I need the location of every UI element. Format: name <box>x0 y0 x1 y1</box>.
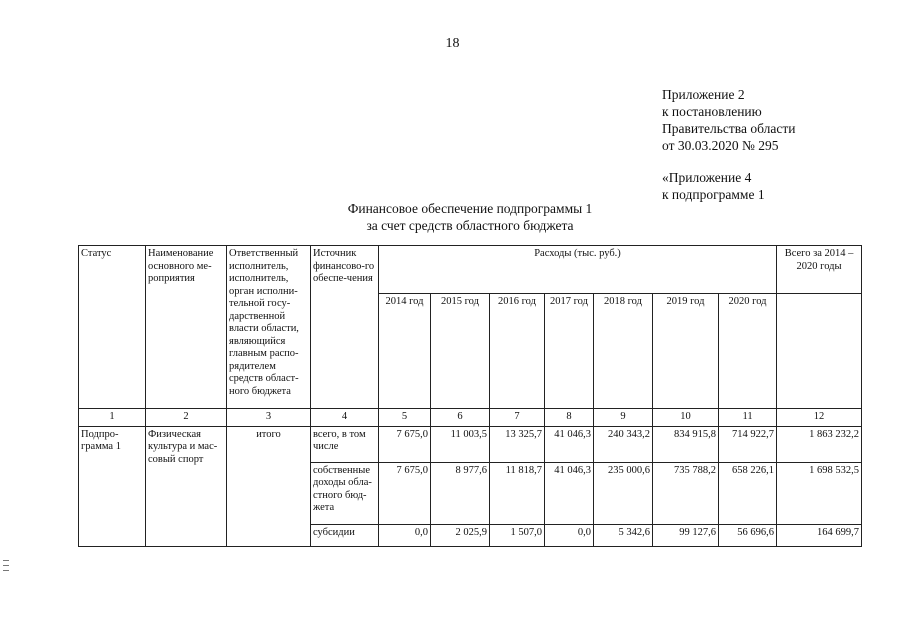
value-cell: 164 699,7 <box>777 524 862 546</box>
value-cell: 5 342,6 <box>594 524 653 546</box>
column-number: 10 <box>653 409 719 427</box>
page-number: 18 <box>445 36 460 51</box>
value-cell: 240 343,2 <box>594 426 653 462</box>
row-executor: итого <box>227 426 311 546</box>
header-status: Статус <box>79 246 146 409</box>
value-cell: 658 226,1 <box>719 462 777 524</box>
header-executor: Ответственный исполнитель, исполнитель, орган исполни-тельной госу-дарственной власти области, являющийся главным распо-рядителем средств област-ного бюджета <box>227 246 311 409</box>
value-cell: 41 046,3 <box>545 462 594 524</box>
column-number: 8 <box>545 409 594 427</box>
column-number: 2 <box>146 409 227 427</box>
appendix-header <box>662 86 795 203</box>
header-year: 2014 год <box>379 294 431 409</box>
appendix-line: к постановлению <box>662 104 762 119</box>
column-number: 5 <box>379 409 431 427</box>
column-number: 9 <box>594 409 653 427</box>
value-cell: 834 915,8 <box>653 426 719 462</box>
column-number: 3 <box>227 409 311 427</box>
title-line: за счет средств областного бюджета <box>366 218 574 233</box>
value-cell: 11 003,5 <box>431 426 490 462</box>
value-cell: 13 325,7 <box>490 426 545 462</box>
appendix-line: от 30.03.2020 № 295 <box>662 138 779 153</box>
title-line: Финансовое обеспечение подпрограммы 1 <box>347 201 593 216</box>
header-year: 2020 год <box>719 294 777 409</box>
column-number: 4 <box>311 409 379 427</box>
row-status: Подпро-грамма 1 <box>79 426 146 546</box>
header-year: 2016 год <box>490 294 545 409</box>
value-cell: 0,0 <box>545 524 594 546</box>
header-source: Источник финансово-го обеспе-чения <box>311 246 379 409</box>
value-cell: 1 863 232,2 <box>777 426 862 462</box>
appendix-line: к подпрограмме 1 <box>662 187 765 202</box>
value-cell: 11 818,7 <box>490 462 545 524</box>
header-expenses: Расходы (тыс. руб.) <box>379 246 777 294</box>
header-total: Всего за 2014 – 2020 годы <box>777 246 862 294</box>
value-cell: 2 025,9 <box>431 524 490 546</box>
value-cell: 99 127,6 <box>653 524 719 546</box>
column-number: 1 <box>79 409 146 427</box>
value-cell: 1 507,0 <box>490 524 545 546</box>
value-cell: 714 922,7 <box>719 426 777 462</box>
value-cell: 735 788,2 <box>653 462 719 524</box>
margin-scan-mark <box>3 560 9 575</box>
source-label: субсидии <box>311 524 379 546</box>
source-label: собственные доходы обла-стного бюд-жета <box>311 462 379 524</box>
value-cell: 235 000,6 <box>594 462 653 524</box>
value-cell: 41 046,3 <box>545 426 594 462</box>
value-cell: 7 675,0 <box>379 462 431 524</box>
header-year: 2018 год <box>594 294 653 409</box>
table-row <box>79 426 862 462</box>
column-number: 11 <box>719 409 777 427</box>
appendix-line: Приложение 2 <box>662 87 745 102</box>
row-name: Физическая культура и мас-совый спорт <box>146 426 227 546</box>
value-cell: 1 698 532,5 <box>777 462 862 524</box>
source-label: всего, в том числе <box>311 426 379 462</box>
column-number: 12 <box>777 409 862 427</box>
value-cell: 56 696,6 <box>719 524 777 546</box>
value-cell: 0,0 <box>379 524 431 546</box>
value-cell: 7 675,0 <box>379 426 431 462</box>
header-year: 2019 год <box>653 294 719 409</box>
column-number: 6 <box>431 409 490 427</box>
column-number-row <box>79 409 862 427</box>
header-total-empty <box>777 294 862 409</box>
document-title <box>300 200 640 234</box>
header-year: 2017 год <box>545 294 594 409</box>
appendix-line: «Приложение 4 <box>662 170 752 185</box>
header-name: Наименование основного ме-роприятия <box>146 246 227 409</box>
appendix-line: Правительства области <box>662 121 796 136</box>
column-number: 7 <box>490 409 545 427</box>
financing-table <box>78 245 862 547</box>
header-year: 2015 год <box>431 294 490 409</box>
value-cell: 8 977,6 <box>431 462 490 524</box>
